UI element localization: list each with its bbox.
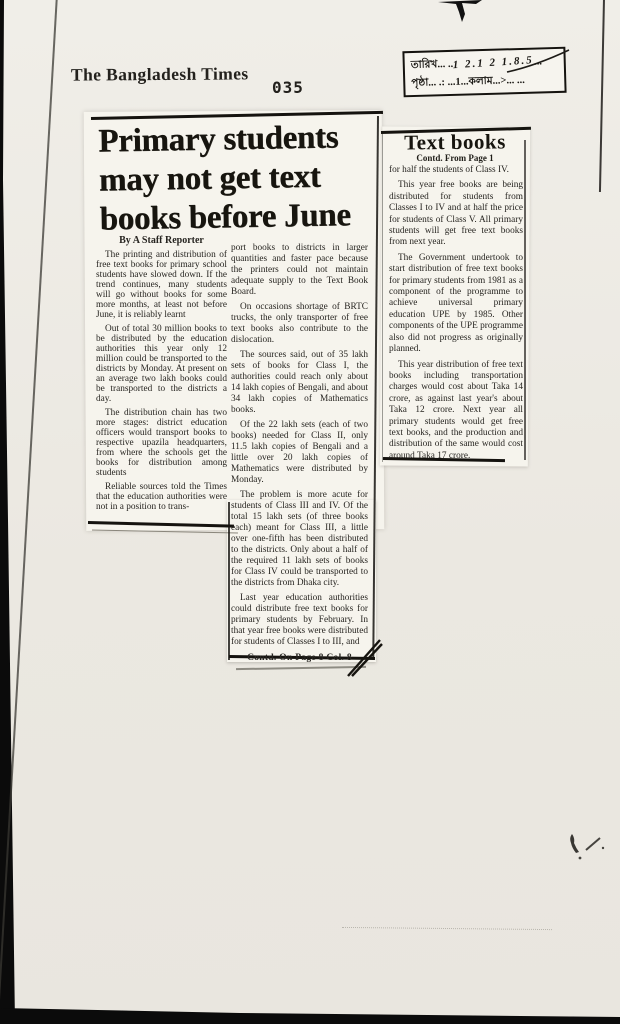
headline-line-2: may not get text (98, 158, 321, 199)
continuation-note: Contd. On Page 8 Col. 8 (247, 653, 352, 663)
stamp-page-row (411, 71, 558, 93)
column2-left-rule (228, 502, 230, 660)
stamp-date-label: তারিখ (410, 59, 438, 72)
stamp-column-dots: ...>... ... (492, 74, 525, 87)
article-paragraph: Reliable sources told the Times that the education authorities were not in a position to trans- (96, 482, 227, 512)
article-paragraph: On occasions shortage of BRTC trucks, the only transporter of free text books also contribute to the dislocation. (231, 302, 368, 345)
main-headline (98, 118, 382, 240)
library-stamp-box (402, 47, 566, 98)
stamp-page-label: পৃষ্ঠা (411, 77, 429, 90)
stamp-date-dots-right: ... (533, 56, 543, 68)
article-paragraph: The Government undertook to start distribution of free text books for primary students from 1981 as a component of the programme to achieve universal primary education UPE by 1985. Other components of the UPE programme also did not progress as originally planned. (389, 252, 523, 355)
article-paragraph: Of the 22 lakh sets (each of two books) needed for Class II, only 11.5 lakh copies of Bengali and a little over 20 lakh copies of Mathematics were distributed by Monday. (231, 420, 368, 485)
side-article-column (389, 165, 523, 466)
scan-edge-left (0, 0, 18, 1024)
scan-noise-speckles (0, 0, 2, 2)
side-article-title: Text books (404, 129, 506, 155)
faint-dotted-line (342, 927, 552, 930)
article-paragraph: The distribution chain has two more stages: district education officers would transport books to respective upazila headquarters, from where the schools get the books for distribution among students (96, 408, 227, 478)
stamp-date-dots-left: ... .. (437, 58, 454, 71)
article-paragraph: port books to districts in larger quantities and faster pace because the printers could not maintain adequate supply to the Text Book Board. (231, 243, 368, 297)
pen-mark-icon (344, 634, 386, 678)
article-paragraph: for half the students of Class IV. (389, 165, 509, 175)
article-paragraph: The problem is more acute for students of Class III and IV. Of the total 15 lakh sets (of three books each) meant for Class III, a little over one-fifth has been distributed to the districts. Only about a half of the required 11 lakh sets of books for Class IV could be transported to the districts from Dhaka city. (231, 490, 368, 588)
archive-number: 035 (272, 78, 304, 97)
article-paragraph: This year free books are being distributed for students from Classes I to IV and at half the price for students of Class V. All primary students will get free text books from next year. (389, 180, 523, 248)
article-paragraph: The printing and distribution of free text books for primary school students have slowed down. If the trend continues, many students will go without books for some more months, at least not before June, it is reliably learnt (96, 250, 227, 320)
main-article-column-1 (96, 236, 227, 516)
byline: By A Staff Reporter (119, 235, 204, 246)
article-paragraph: Last year education authorities could distribute free text books for primary students by February. In that year free books were distributed for students of Classes I to III, and (231, 593, 368, 647)
article-paragraph: Out of total 30 million books to be distributed by the education authorities this year only 12 million could be transported to the districts by Monday. At present on an average two lakh books could be transported to the districts a day. (96, 324, 227, 404)
article-paragraph: The sources said, out of 35 lakh sets of books for Class I, the authorities could reach only about 14 lakh copies of Bengali, and about 34 lakh copies of Mathematics books. (231, 350, 368, 415)
side-continued-from: Contd. From Page 1 (416, 153, 494, 163)
main-article-column-2 (231, 243, 368, 664)
side-clipping-right-rule (524, 140, 526, 460)
ink-blot-icon (432, 0, 502, 30)
scan-edge-right-line (599, 0, 605, 192)
stamp-page-dots: ... .: ...1... (428, 76, 469, 89)
side-clipping-left-rule (382, 134, 383, 462)
article-paragraph: This year distribution of free text books including transportation charges would cost about Taka 14 crore, as against last year's about Taka 12 crore. Next year all primary students would get free text books, and the production and distribution of the same would cost around Taka 17 crore. (389, 359, 523, 461)
scan-edge-bottom (0, 1002, 620, 1024)
headline-line-1: Primary students (98, 119, 339, 160)
stamp-date-handwritten: 1 2.1 2 1.8.5 (452, 54, 535, 72)
publication-name: The Bangladesh Times (70, 63, 249, 85)
headline-line-3: books before June (99, 197, 351, 238)
ink-smudge-icon (556, 828, 608, 872)
stamp-column-label: কলাম (468, 75, 493, 88)
